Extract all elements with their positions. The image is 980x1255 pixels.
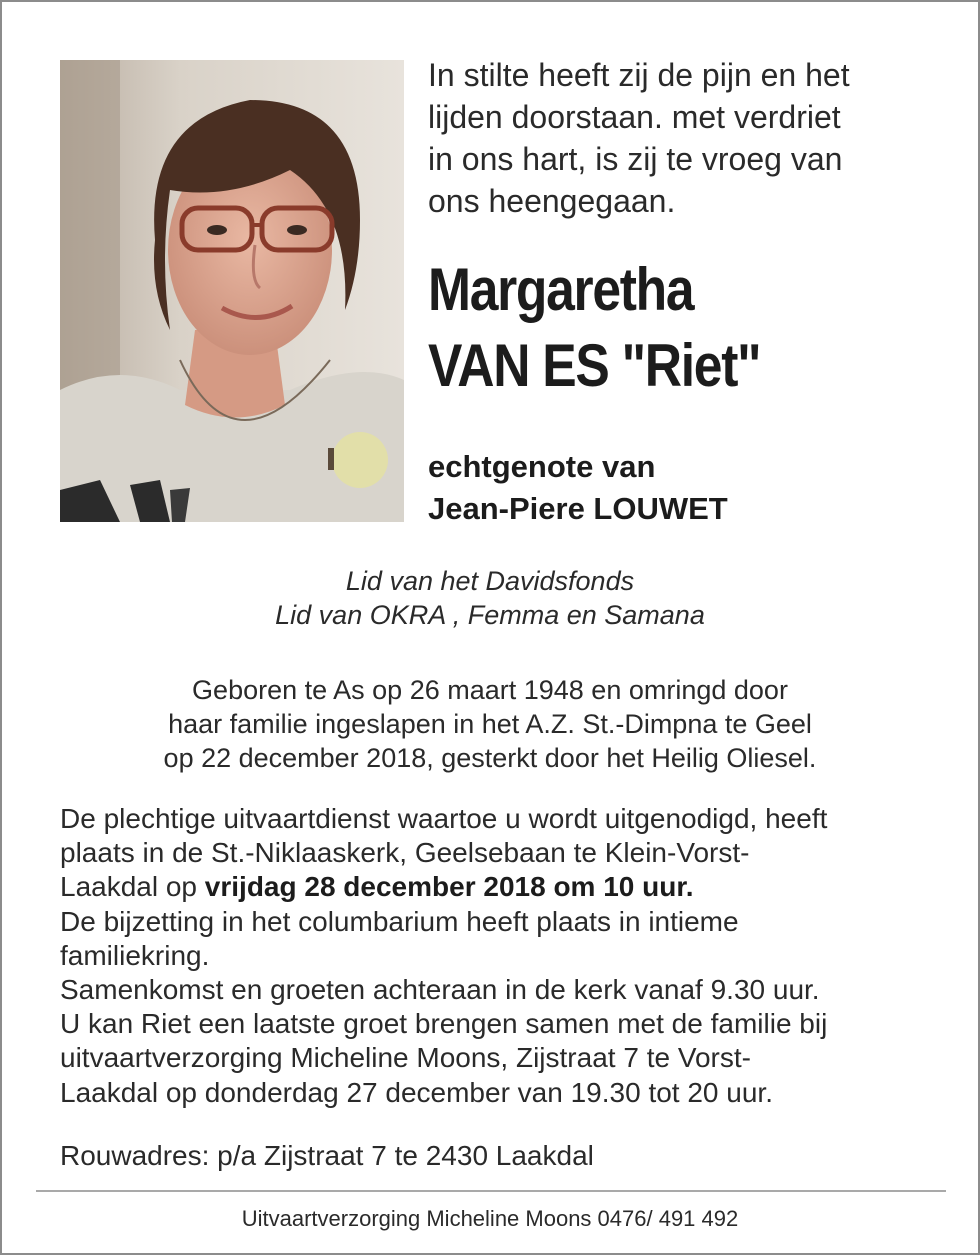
service-line: plaats in de St.-Niklaaskerk, Geelsebaan te Klein-Vorst- (60, 837, 750, 869)
service-line-date (60, 870, 940, 904)
service-line: De plechtige uitvaartdienst waartoe u wordt uitgenodigd, heeft (60, 803, 828, 834)
mourning-address: Rouwadres: p/a Zijstraat 7 te 2430 Laakdal (60, 1140, 594, 1171)
service-line: Samenkomst en groeten achteraan in de kerk vanaf 9.30 uur. (60, 974, 820, 1006)
service-line: familiekring. (60, 939, 210, 971)
poem-line: ons heengegaan. (428, 183, 676, 219)
service-line: uitvaartverzorging Micheline Moons, Zijstraat 7 te Vorst- (60, 1042, 751, 1074)
service-line: Laakdal op donderdag 27 december van 19.30 tot 20 uur. (60, 1076, 773, 1108)
membership-line: Lid van OKRA , Femma en Samana (275, 600, 705, 630)
portrait-photo (60, 60, 404, 522)
service-info (60, 802, 940, 1110)
spouse-block (428, 446, 968, 530)
spouse-name: Jean-Piere LOUWET (428, 491, 728, 526)
poem (428, 54, 948, 222)
birth-death-info (2, 673, 978, 775)
deceased-last-name: VAN ES "Riet" (428, 332, 761, 399)
service-date-time: vrijdag 28 december 2018 om 10 uur. (204, 871, 694, 903)
poem-line: in ons hart, is zij te vroeg van (428, 141, 843, 177)
birth-death-line: Geboren te As op 26 maart 1948 en omringd door (192, 675, 788, 705)
service-line: U kan Riet een laatste groet brengen samen met de familie bij (60, 1008, 828, 1040)
memberships (2, 564, 978, 632)
service-line-start: Laakdal op (60, 871, 205, 903)
birth-death-line: op 22 december 2018, gesterkt door het Heilig Oliesel. (163, 743, 817, 773)
deceased-first-name: Margaretha (428, 256, 694, 323)
birth-death-line: haar familie ingeslapen in het A.Z. St.-Dimpna te Geel (168, 709, 812, 739)
service-line: De bijzetting in het columbarium heeft plaats in intieme (60, 905, 739, 937)
funeral-director-footer: Uitvaartverzorging Micheline Moons 0476/ 491 492 (241, 1206, 739, 1231)
spouse-relation: echtgenote van (428, 449, 656, 484)
portrait-illustration (60, 60, 404, 522)
membership-line: Lid van het Davidsfonds (345, 566, 635, 596)
poem-line: lijden doorstaan. met verdriet (428, 99, 841, 135)
footer-divider (36, 1190, 946, 1192)
poem-line: In stilte heeft zij de pijn en het (428, 57, 850, 93)
deceased-name (428, 252, 892, 404)
